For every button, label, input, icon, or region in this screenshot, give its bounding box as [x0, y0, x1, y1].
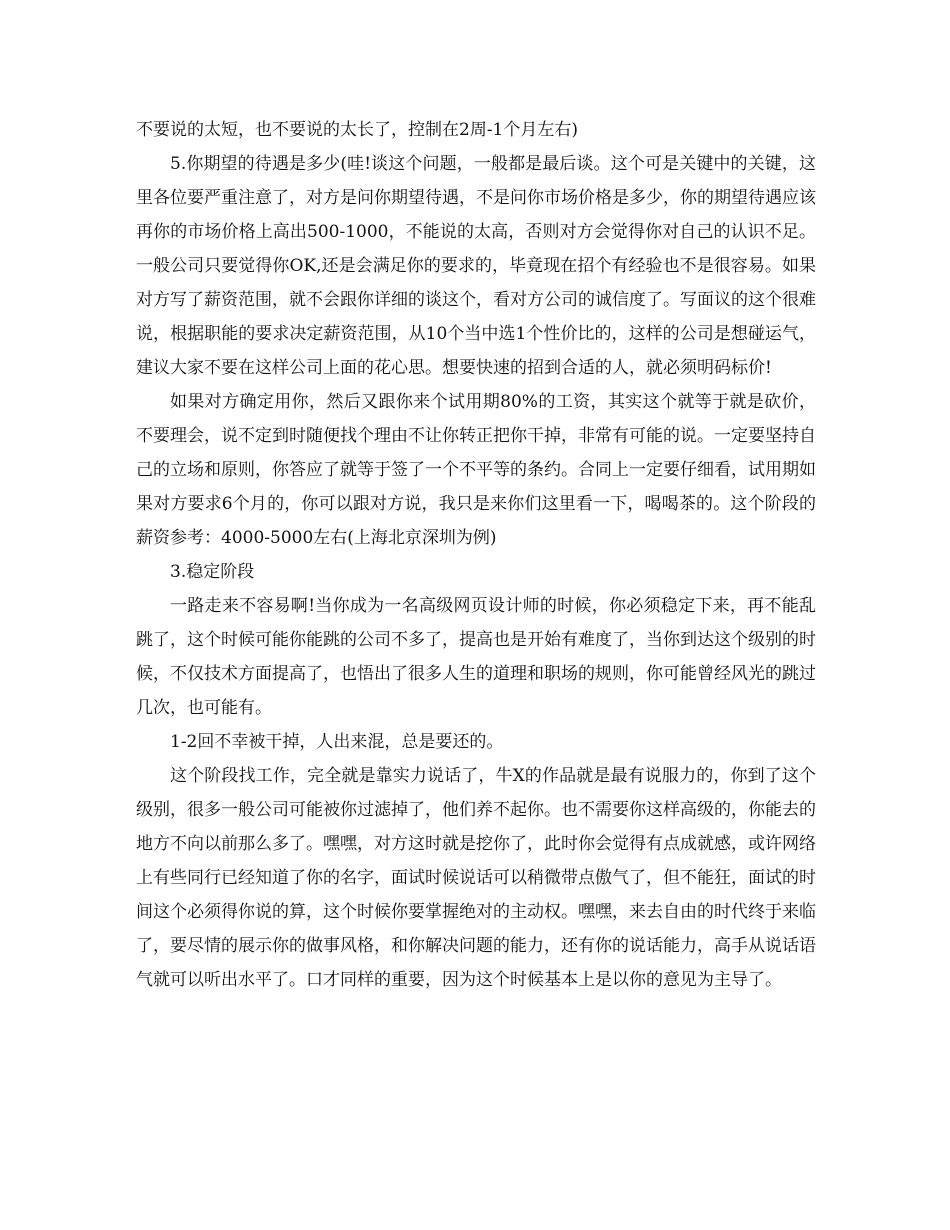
paragraph-expected-salary: 5.你期望的待遇是多少(哇!谈这个问题，一般都是最后谈。这个可是关键中的关键，这里各位要严重注意了，对方是问你期望待遇，不是问你市场价格是多少，你的期望待遇应该再你的市场价格上高出500-1000，不能说的太高，否则对方会觉得你对自己的认识不足。一般公司只要觉得你OK,还是会满足你的要求的，毕竟现在招个有经验也不是很容易。如果对方写了薪资范围，就不会跟你详细的谈这个，看对方公司的诚信度了。写面议的这个很难说，根据职能的要求决定薪资范围，从10个当中选1个性价比的，这样的公司是想碰运气，建议大家不要在这样公司上面的花心思。想要快速的招到合适的人，就必须明码标价!	[136, 154, 816, 378]
document-page	[136, 113, 816, 997]
paragraph-trial-period-length: 不要说的太短，也不要说的太长了，控制在2周-1个月左右)	[136, 120, 579, 140]
paragraph-job-hunting-strength: 这个阶段找工作，完全就是靠实力说话了，牛X的作品就是最有说服力的，你到了这个级别，很多一般公司可能被你过滤掉了，他们养不起你。也不需要你这样高级的，你能去的地方不向以前那么多了。嘿嘿，对方这时就是挖你了，此时你会觉得有点成就感，或许网络上有些同行已经知道了你的名字，面试时候说话可以稍微带点傲气了，但不能狂，面试的时间这个必须得你说的算，这个时候你要掌握绝对的主动权。嘿嘿，来去自由的时代终于来临了，要尽情的展示你的做事风格，和你解决问题的能力，还有你的说话能力，高手从说话语气就可以听出水平了。口才同样的重要，因为这个时候基本上是以你的意见为主导了。	[136, 766, 816, 990]
section-heading-stable-stage: 3.稳定阶段	[170, 562, 255, 582]
paragraph-fired-note: 1-2回不幸被干掉，人出来混，总是要还的。	[170, 732, 504, 752]
paragraph-senior-designer: 一路走来不容易啊!当你成为一名高级网页设计师的时候，你必须稳定下来，再不能乱跳了，这个时候可能你能跳的公司不多了，提高也是开始有难度了，当你到达这个级别的时候，不仅技术方面提高了，也悟出了很多人生的道理和职场的规则，你可能曾经风光的跳过几次，也可能有。	[136, 596, 816, 718]
paragraph-probation-pay: 如果对方确定用你，然后又跟你来个试用期80%的工资，其实这个就等于就是砍价，不要理会，说不定到时随便找个理由不让你转正把你干掉，非常有可能的说。一定要坚持自己的立场和原则，你答应了就等于签了一个不平等的条约。合同上一定要仔细看，试用期如果对方要求6个月的，你可以跟对方说，我只是来你们这里看一下，喝喝茶的。这个阶段的薪资参考：4000-5000左右(上海北京深圳为例)	[136, 392, 816, 548]
